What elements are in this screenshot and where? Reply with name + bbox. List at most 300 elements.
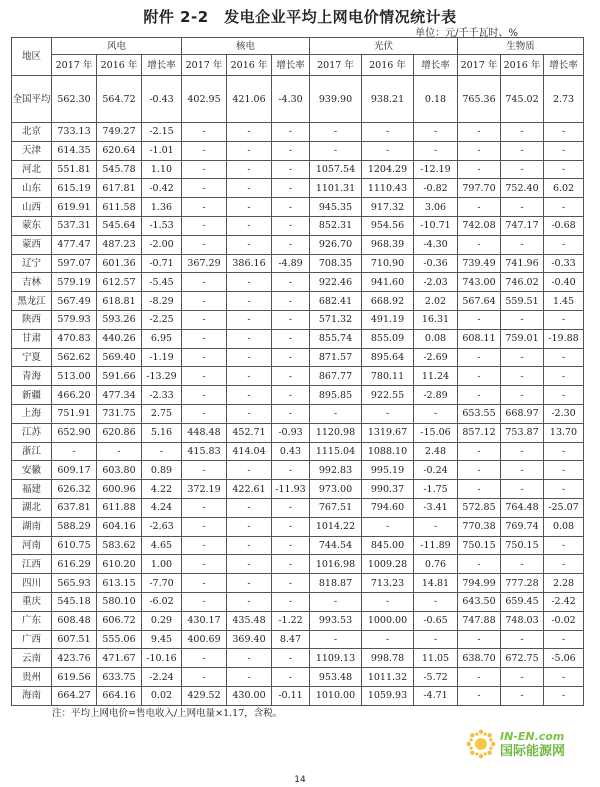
- value-cell: 998.78: [362, 649, 414, 668]
- value-cell: 11.24: [414, 367, 458, 386]
- value-cell: -0.65: [414, 611, 458, 630]
- value-cell: 562.62: [52, 348, 97, 367]
- value-cell: -: [272, 461, 310, 480]
- value-cell: -: [182, 123, 227, 142]
- value-cell: 610.20: [97, 555, 142, 574]
- value-cell: 567.49: [52, 292, 97, 311]
- value-cell: 767.51: [310, 498, 362, 517]
- value-cell: 777.28: [501, 574, 544, 593]
- value-cell: -0.36: [414, 254, 458, 273]
- value-cell: -: [414, 404, 458, 423]
- value-cell: -0.82: [414, 179, 458, 198]
- value-cell: 1009.28: [362, 555, 414, 574]
- value-cell: -: [272, 329, 310, 348]
- value-cell: 0.29: [142, 611, 182, 630]
- value-cell: -15.06: [414, 423, 458, 442]
- subheader-2016: 2016 年: [97, 55, 142, 76]
- region-cell: 福建: [12, 480, 52, 499]
- table-row: [12, 160, 584, 179]
- value-cell: 1120.98: [310, 423, 362, 442]
- region-cell: 甘肃: [12, 329, 52, 348]
- value-cell: 871.57: [310, 348, 362, 367]
- value-cell: 559.51: [501, 292, 544, 311]
- value-cell: -: [227, 574, 272, 593]
- value-cell: -: [458, 198, 501, 217]
- value-cell: -: [458, 668, 501, 687]
- value-cell: 545.18: [52, 592, 97, 611]
- value-cell: -: [227, 160, 272, 179]
- value-cell: -: [227, 273, 272, 292]
- value-cell: -: [414, 630, 458, 649]
- value-cell: 579.19: [52, 273, 97, 292]
- value-cell: 607.51: [52, 630, 97, 649]
- value-cell: 1.00: [142, 555, 182, 574]
- value-cell: -: [501, 123, 544, 142]
- value-cell: -: [544, 160, 584, 179]
- table-row: [12, 367, 584, 386]
- value-cell: -: [414, 123, 458, 142]
- region-cell: 浙江: [12, 442, 52, 461]
- document-title: 附件 2-2 发电企业平均上网电价情况统计表: [143, 8, 457, 26]
- value-cell: -7.70: [142, 574, 182, 593]
- value-cell: -: [501, 386, 544, 405]
- table-row: [12, 216, 584, 235]
- value-cell: 448.48: [182, 423, 227, 442]
- value-cell: -: [142, 442, 182, 461]
- region-cell: 重庆: [12, 592, 52, 611]
- region-cell: 广东: [12, 611, 52, 630]
- subheader-2016: 2016 年: [227, 55, 272, 76]
- table-row: [12, 536, 584, 555]
- value-cell: -: [458, 555, 501, 574]
- value-cell: 765.36: [458, 76, 501, 123]
- value-cell: 372.19: [182, 480, 227, 499]
- value-cell: 1057.54: [310, 160, 362, 179]
- value-cell: -19.88: [544, 329, 584, 348]
- value-cell: -: [272, 386, 310, 405]
- value-cell: 571.32: [310, 310, 362, 329]
- region-cell: 吉林: [12, 273, 52, 292]
- value-cell: -: [182, 536, 227, 555]
- region-cell: 山东: [12, 179, 52, 198]
- value-cell: -: [272, 198, 310, 217]
- value-cell: -: [272, 310, 310, 329]
- value-cell: 369.40: [227, 630, 272, 649]
- value-cell: 652.90: [52, 423, 97, 442]
- value-cell: -: [544, 141, 584, 160]
- value-cell: -25.07: [544, 498, 584, 517]
- subheader-growth: 增长率: [142, 55, 182, 76]
- unit-label: 单位：元/千千瓦时、%: [415, 28, 518, 39]
- value-cell: 741.96: [501, 254, 544, 273]
- value-cell: -: [458, 442, 501, 461]
- value-cell: 430.17: [182, 611, 227, 630]
- value-cell: -: [227, 517, 272, 536]
- value-cell: 794.60: [362, 498, 414, 517]
- value-cell: -2.25: [142, 310, 182, 329]
- value-cell: 618.81: [97, 292, 142, 311]
- value-cell: -1.75: [414, 480, 458, 499]
- value-cell: 764.48: [501, 498, 544, 517]
- table-row: [12, 292, 584, 311]
- value-cell: 470.83: [52, 329, 97, 348]
- value-cell: -0.71: [142, 254, 182, 273]
- value-cell: 745.02: [501, 76, 544, 123]
- value-cell: -: [458, 630, 501, 649]
- watermark-logo: [464, 727, 565, 761]
- value-cell: -: [182, 517, 227, 536]
- value-cell: -12.19: [414, 160, 458, 179]
- table-row: [12, 386, 584, 405]
- value-cell: 601.36: [97, 254, 142, 273]
- value-cell: 0.02: [142, 686, 182, 705]
- value-cell: -2.63: [142, 517, 182, 536]
- value-cell: 537.31: [52, 216, 97, 235]
- group-header-wind: 风电: [52, 38, 182, 55]
- value-cell: -: [182, 235, 227, 254]
- value-cell: -: [227, 179, 272, 198]
- value-cell: 619.56: [52, 668, 97, 687]
- value-cell: -: [272, 592, 310, 611]
- value-cell: 922.46: [310, 273, 362, 292]
- value-cell: 968.39: [362, 235, 414, 254]
- value-cell: 1110.43: [362, 179, 414, 198]
- value-cell: 626.32: [52, 480, 97, 499]
- value-cell: -: [362, 404, 414, 423]
- value-cell: 945.35: [310, 198, 362, 217]
- value-cell: -: [227, 367, 272, 386]
- value-cell: 845.00: [362, 536, 414, 555]
- value-cell: 682.41: [310, 292, 362, 311]
- value-cell: 8.47: [272, 630, 310, 649]
- sun-icon: [464, 727, 498, 761]
- value-cell: 597.07: [52, 254, 97, 273]
- value-cell: -: [182, 179, 227, 198]
- value-cell: -2.33: [142, 386, 182, 405]
- value-cell: 0.76: [414, 555, 458, 574]
- value-cell: 565.93: [52, 574, 97, 593]
- value-cell: 953.48: [310, 668, 362, 687]
- table-row: [12, 141, 584, 160]
- value-cell: 619.91: [52, 198, 97, 217]
- table-row: [12, 611, 584, 630]
- table-row: [12, 273, 584, 292]
- value-cell: -: [310, 630, 362, 649]
- value-cell: -2.42: [544, 592, 584, 611]
- table-row: [12, 461, 584, 480]
- value-cell: -: [227, 536, 272, 555]
- value-cell: 1014.22: [310, 517, 362, 536]
- value-cell: -: [544, 123, 584, 142]
- value-cell: -: [458, 141, 501, 160]
- value-cell: 1059.93: [362, 686, 414, 705]
- value-cell: 895.85: [310, 386, 362, 405]
- value-cell: 780.11: [362, 367, 414, 386]
- value-cell: -2.15: [142, 123, 182, 142]
- value-cell: 713.23: [362, 574, 414, 593]
- value-cell: 770.38: [458, 517, 501, 536]
- table-row: [12, 310, 584, 329]
- value-cell: 938.21: [362, 76, 414, 123]
- value-cell: 471.67: [97, 649, 142, 668]
- value-cell: -6.02: [142, 592, 182, 611]
- value-cell: 620.64: [97, 141, 142, 160]
- value-cell: 1010.00: [310, 686, 362, 705]
- footnote: 注：平均上网电价=售电收入/上网电量×1.17，含税。: [52, 708, 283, 719]
- value-cell: 591.66: [97, 367, 142, 386]
- value-cell: -0.33: [544, 254, 584, 273]
- value-cell: 4.65: [142, 536, 182, 555]
- value-cell: -: [501, 348, 544, 367]
- region-cell: 湖南: [12, 517, 52, 536]
- value-cell: -0.40: [544, 273, 584, 292]
- value-cell: -10.71: [414, 216, 458, 235]
- value-cell: -: [272, 536, 310, 555]
- value-cell: 9.45: [142, 630, 182, 649]
- region-cell: 江苏: [12, 423, 52, 442]
- value-cell: -: [501, 630, 544, 649]
- value-cell: 16.31: [414, 310, 458, 329]
- value-cell: 668.97: [501, 404, 544, 423]
- value-cell: -2.69: [414, 348, 458, 367]
- value-cell: -: [362, 517, 414, 536]
- value-cell: 608.11: [458, 329, 501, 348]
- value-cell: 2.28: [544, 574, 584, 593]
- value-cell: -: [227, 461, 272, 480]
- value-cell: -: [182, 404, 227, 423]
- value-cell: -: [182, 160, 227, 179]
- value-cell: 926.70: [310, 235, 362, 254]
- table-row: [12, 329, 584, 348]
- value-cell: 545.64: [97, 216, 142, 235]
- value-cell: -4.89: [272, 254, 310, 273]
- value-cell: 435.48: [227, 611, 272, 630]
- table-row: [12, 254, 584, 273]
- value-cell: 477.34: [97, 386, 142, 405]
- value-cell: -: [458, 386, 501, 405]
- value-cell: -10.16: [142, 649, 182, 668]
- subheader-growth: 增长率: [414, 55, 458, 76]
- value-cell: 4.24: [142, 498, 182, 517]
- value-cell: -11.89: [414, 536, 458, 555]
- region-cell: 天津: [12, 141, 52, 160]
- table-row: [12, 592, 584, 611]
- value-cell: 593.26: [97, 310, 142, 329]
- value-cell: -: [544, 686, 584, 705]
- value-cell: -: [272, 292, 310, 311]
- value-cell: 513.00: [52, 367, 97, 386]
- value-cell: 616.29: [52, 555, 97, 574]
- region-cell: 海南: [12, 686, 52, 705]
- value-cell: -: [544, 480, 584, 499]
- value-cell: -: [272, 649, 310, 668]
- value-cell: 922.55: [362, 386, 414, 405]
- value-cell: -: [501, 668, 544, 687]
- value-cell: -: [227, 216, 272, 235]
- value-cell: -: [458, 686, 501, 705]
- value-cell: -: [310, 123, 362, 142]
- value-cell: -: [310, 404, 362, 423]
- value-cell: -11.93: [272, 480, 310, 499]
- value-cell: 562.30: [52, 76, 97, 123]
- value-cell: 638.70: [458, 649, 501, 668]
- value-cell: -: [182, 310, 227, 329]
- region-cell: 蒙东: [12, 216, 52, 235]
- value-cell: 992.83: [310, 461, 362, 480]
- table-row: [12, 404, 584, 423]
- value-cell: 1088.10: [362, 442, 414, 461]
- value-cell: -1.53: [142, 216, 182, 235]
- value-cell: -: [227, 555, 272, 574]
- value-cell: 555.06: [97, 630, 142, 649]
- table-row: [12, 630, 584, 649]
- value-cell: 857.12: [458, 423, 501, 442]
- watermark-en: IN-EN.com: [500, 730, 565, 743]
- value-cell: 487.23: [97, 235, 142, 254]
- value-cell: 422.61: [227, 480, 272, 499]
- value-cell: 731.75: [97, 404, 142, 423]
- value-cell: 664.16: [97, 686, 142, 705]
- region-cell: 全国平均: [12, 76, 52, 123]
- value-cell: -: [458, 348, 501, 367]
- value-cell: 579.93: [52, 310, 97, 329]
- table-row: [12, 517, 584, 536]
- region-cell: 陕西: [12, 310, 52, 329]
- value-cell: -: [272, 348, 310, 367]
- value-cell: 615.19: [52, 179, 97, 198]
- value-cell: 759.01: [501, 329, 544, 348]
- value-cell: 402.95: [182, 76, 227, 123]
- value-cell: 440.26: [97, 329, 142, 348]
- subheader-growth: 增长率: [544, 55, 584, 76]
- value-cell: 400.69: [182, 630, 227, 649]
- value-cell: 611.88: [97, 498, 142, 517]
- region-cell: 黑龙江: [12, 292, 52, 311]
- value-cell: -4.30: [272, 76, 310, 123]
- value-cell: 430.00: [227, 686, 272, 705]
- value-cell: 995.19: [362, 461, 414, 480]
- value-cell: -5.45: [142, 273, 182, 292]
- value-cell: -: [182, 198, 227, 217]
- value-cell: 0.18: [414, 76, 458, 123]
- value-cell: 753.87: [501, 423, 544, 442]
- value-cell: -: [501, 310, 544, 329]
- value-cell: -: [458, 123, 501, 142]
- value-cell: -4.30: [414, 235, 458, 254]
- value-cell: 0.89: [142, 461, 182, 480]
- value-cell: 415.83: [182, 442, 227, 461]
- value-cell: -: [227, 386, 272, 405]
- value-cell: -: [272, 123, 310, 142]
- value-cell: -: [182, 273, 227, 292]
- value-cell: -: [182, 141, 227, 160]
- region-cell: 山西: [12, 198, 52, 217]
- value-cell: 653.55: [458, 404, 501, 423]
- value-cell: -: [272, 367, 310, 386]
- value-cell: -: [544, 235, 584, 254]
- value-cell: 749.27: [97, 123, 142, 142]
- region-header: 地区: [12, 38, 52, 76]
- value-cell: -: [414, 517, 458, 536]
- group-header-biomass: 生物质: [458, 38, 584, 55]
- value-cell: -: [227, 498, 272, 517]
- value-cell: 569.40: [97, 348, 142, 367]
- table-row: [12, 123, 584, 142]
- value-cell: -: [227, 329, 272, 348]
- value-cell: -2.00: [142, 235, 182, 254]
- value-cell: -: [227, 235, 272, 254]
- value-cell: -: [182, 461, 227, 480]
- value-cell: -0.02: [544, 611, 584, 630]
- subheader-2017: 2017 年: [458, 55, 501, 76]
- value-cell: 466.20: [52, 386, 97, 405]
- value-cell: 429.52: [182, 686, 227, 705]
- value-cell: -: [182, 555, 227, 574]
- value-cell: -: [272, 141, 310, 160]
- value-cell: 421.06: [227, 76, 272, 123]
- value-cell: -: [182, 367, 227, 386]
- value-cell: -: [362, 592, 414, 611]
- value-cell: -0.24: [414, 461, 458, 480]
- table-row: [12, 423, 584, 442]
- value-cell: -0.42: [142, 179, 182, 198]
- price-table: [11, 37, 584, 706]
- value-cell: 752.40: [501, 179, 544, 198]
- region-cell: 辽宁: [12, 254, 52, 273]
- table-body: [12, 76, 584, 706]
- value-cell: 545.78: [97, 160, 142, 179]
- value-cell: 2.75: [142, 404, 182, 423]
- value-cell: -: [227, 292, 272, 311]
- value-cell: 3.06: [414, 198, 458, 217]
- value-cell: 751.91: [52, 404, 97, 423]
- value-cell: 477.47: [52, 235, 97, 254]
- value-cell: 423.76: [52, 649, 97, 668]
- value-cell: 733.13: [52, 123, 97, 142]
- region-cell: 宁夏: [12, 348, 52, 367]
- value-cell: 14.81: [414, 574, 458, 593]
- table-row: [12, 686, 584, 705]
- value-cell: 633.75: [97, 668, 142, 687]
- value-cell: 491.19: [362, 310, 414, 329]
- table-row: [12, 574, 584, 593]
- value-cell: 1109.13: [310, 649, 362, 668]
- subheader-2017: 2017 年: [310, 55, 362, 76]
- value-cell: 1011.32: [362, 668, 414, 687]
- subheader-2017: 2017 年: [182, 55, 227, 76]
- region-cell: 北京: [12, 123, 52, 142]
- value-cell: 572.85: [458, 498, 501, 517]
- value-cell: 750.15: [458, 536, 501, 555]
- value-cell: -: [414, 141, 458, 160]
- value-cell: -: [182, 348, 227, 367]
- value-cell: -13.29: [142, 367, 182, 386]
- value-cell: -: [458, 160, 501, 179]
- value-cell: -4.71: [414, 686, 458, 705]
- value-cell: 742.08: [458, 216, 501, 235]
- value-cell: -: [501, 686, 544, 705]
- value-cell: -: [501, 367, 544, 386]
- value-cell: 818.87: [310, 574, 362, 593]
- value-cell: -: [272, 273, 310, 292]
- value-cell: -: [544, 367, 584, 386]
- value-cell: -: [544, 348, 584, 367]
- value-cell: 993.53: [310, 611, 362, 630]
- value-cell: 583.62: [97, 536, 142, 555]
- value-cell: -: [544, 442, 584, 461]
- value-cell: -: [227, 198, 272, 217]
- value-cell: -: [501, 141, 544, 160]
